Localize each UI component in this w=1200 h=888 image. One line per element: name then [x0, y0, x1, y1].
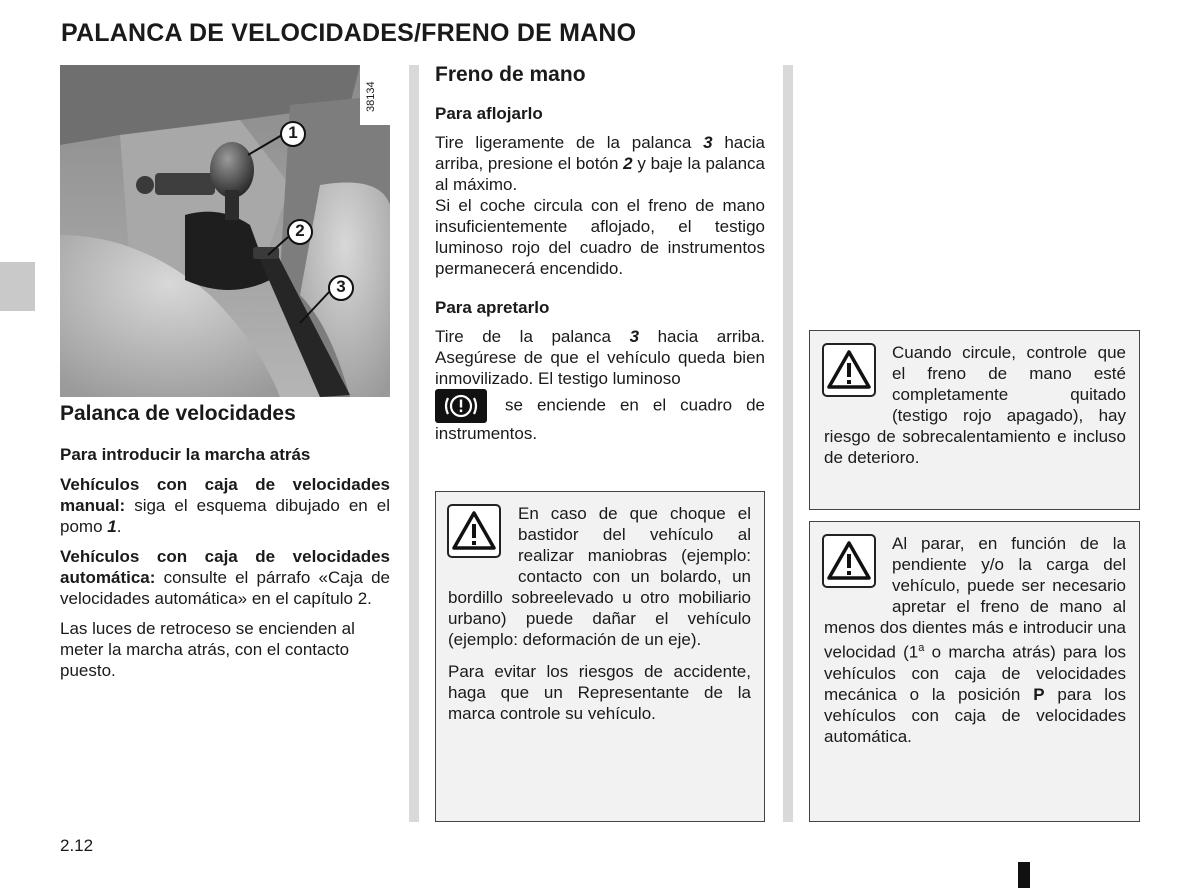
apply-ref-3: 3 [629, 327, 640, 346]
release-ref-2: 2 [623, 154, 633, 173]
gear-heading: Palanca de velocidades [60, 402, 296, 425]
apply-text-a: Tire de la palanca [435, 327, 630, 346]
manual-ref: 1 [107, 517, 117, 536]
chapter-tab [0, 262, 35, 311]
manual-paragraph [60, 474, 390, 537]
driving-warning-p1: Cuando circule, controle que el freno de mano esté completamente quitado (testigo rojo apagado), hay riesgo de sobrecalentamiento e incluso de deterioro. [824, 343, 1126, 467]
callout-2-label: 2 [295, 221, 305, 240]
reverse-subheading: Para introducir la marcha atrás [60, 445, 311, 464]
parking-warning-box [809, 521, 1140, 822]
auto-paragraph [60, 546, 390, 609]
driving-warning-text [824, 342, 1126, 468]
callout-1-label: 1 [288, 123, 298, 142]
page-number: 2.12 [60, 836, 94, 855]
callout-3-label: 3 [336, 277, 346, 296]
release-text-c: y baje la palanca al máximo. [435, 154, 765, 194]
release-paragraph [435, 132, 765, 195]
column-divider-right [783, 65, 793, 822]
handbrake-warning-icon [435, 389, 487, 423]
column-divider-left [409, 65, 419, 822]
apply-subheading: Para apretarlo [435, 298, 550, 317]
gear-section [60, 402, 390, 681]
reverse-lights-paragraph: Las luces de retroceso se encienden al meter la marcha atrás, con el contacto puesto. [60, 619, 355, 680]
manual-text: siga el esquema dibujado en el pomo [60, 496, 390, 536]
curb-warning-text [448, 503, 751, 724]
apply-text-b: hacia arriba. Asegúrese de que el vehículo queda bien inmovilizado. El testigo luminoso [435, 327, 765, 388]
release-text-b: hacia arriba, presione el botón [435, 133, 765, 173]
curb-warning-box [435, 491, 765, 822]
curb-warning-p2: Para evitar los riesgos de accidente, haga que un Representante de la marca controle su vehículo. [448, 662, 751, 723]
brake-section [435, 63, 765, 444]
brake-heading: Freno de mano [435, 63, 586, 86]
manual-end: . [116, 517, 122, 536]
corner-mark [1018, 862, 1030, 888]
manual-label: Vehículos con caja de velocidades manual: [60, 475, 390, 515]
auto-label: Vehículos con caja de velocidades automática: [60, 547, 390, 587]
parking-warning-text [824, 533, 1126, 747]
callout-layer [60, 65, 390, 397]
apply-text-c: se enciende en el cuadro de instrumentos. [435, 395, 765, 443]
parking-warning-p1: Al parar, en función de la pendiente y/o la carga del vehículo, puede ser necesario apretar el freno de mano al menos dos dientes más e introducir una velocidad (1$^a$ o marcha atrás) para los vehículos con caja de velocidades mecánica o la posición P para los vehículos con caja de velocidades automática. [824, 534, 1127, 746]
release-subheading: Para aflojarlo [435, 104, 543, 123]
apply-paragraph [435, 326, 765, 444]
driving-warning-box [809, 330, 1140, 510]
auto-text: consulte el párrafo «Caja de velocidades automática» en el capítulo 2. [60, 568, 390, 608]
gear-handbrake-photo [60, 65, 390, 397]
image-code: 38134 [365, 81, 377, 113]
curb-warning-p1: En caso de que choque el bastidor del vehículo al realizar maniobras (ejemplo: contacto con un bolardo, un bordillo sobreelevado u otro mobiliario urbano) puede dañar el vehículo (ejemplo: deformación de un eje). [448, 504, 751, 649]
page-title: PALANCA DE VELOCIDADES/FRENO DE MANO [61, 19, 637, 47]
release-ref-3: 3 [703, 133, 713, 152]
release-text-a: Tire ligeramente de la palanca [435, 133, 704, 152]
release-warning-paragraph: Si el coche circula con el freno de mano insuficientemente aflojado, el testigo luminoso rojo del cuadro de instrumentos permanecerá encendido. [435, 196, 765, 278]
